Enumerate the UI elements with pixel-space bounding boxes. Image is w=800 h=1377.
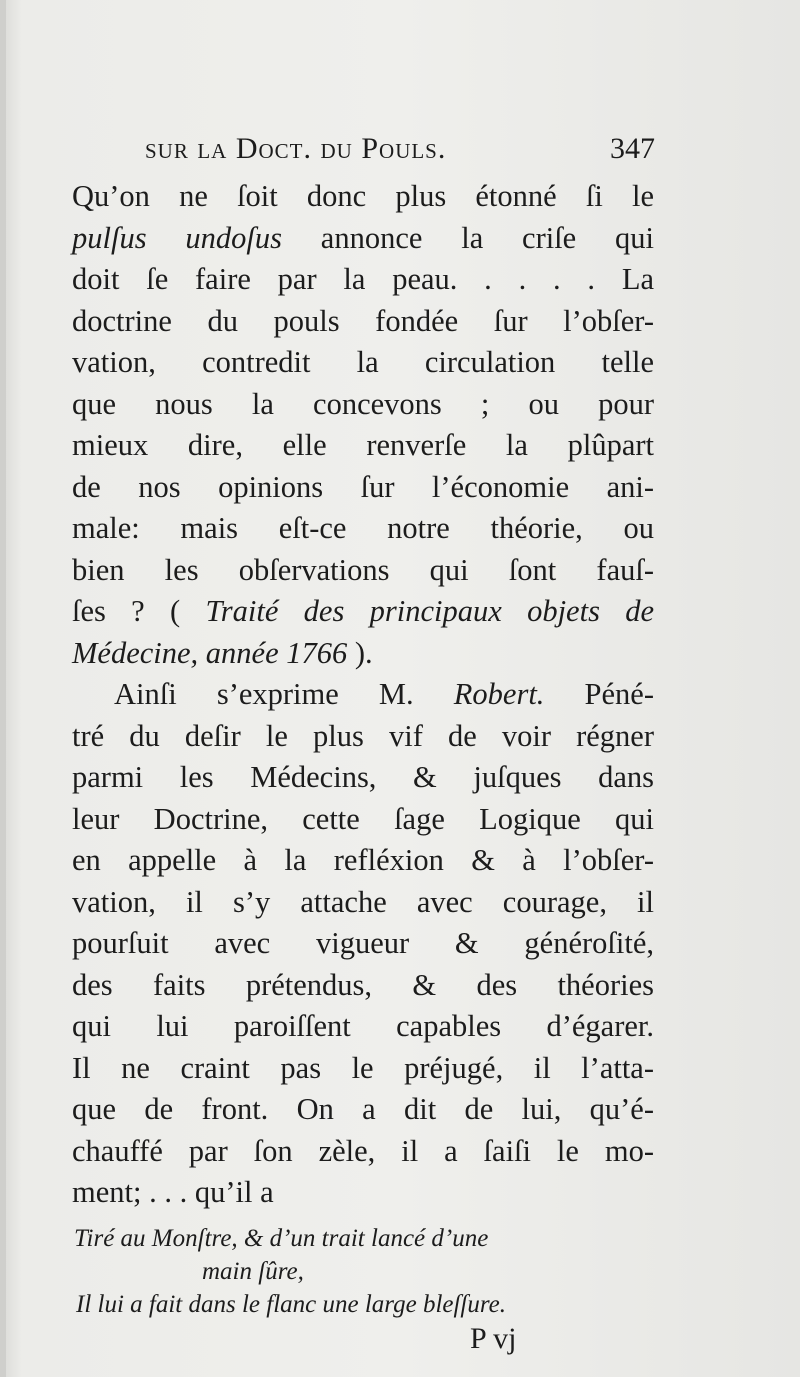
page-number: 347 <box>610 132 655 165</box>
text-line: parmi les Médecins, & juſques dans <box>72 760 654 794</box>
text-line: qui lui paroiſſent capables d’égarer. <box>72 1009 654 1043</box>
signature-mark: P vj <box>470 1322 517 1355</box>
page-gutter <box>0 0 6 1377</box>
citation-italic: Traité des principaux objets de <box>205 594 655 628</box>
text-line: en appelle à la refléxion & à l’obſer- <box>72 843 654 877</box>
verse-line: Il lui a fait dans le flanc une large bleſſure. <box>76 1291 507 1318</box>
text-line: mieux dire, elle renverſe la plûpart <box>72 428 654 462</box>
text-line: tré du deſir le plus vif de voir régner <box>72 718 654 753</box>
text-line: Qu’on ne ſoit donc plus étonné ſi le <box>72 179 654 213</box>
text-line: chauffé par ſon zèle, il a ſaiſi le mo- <box>72 1133 654 1168</box>
text-line: male: mais eſt-ce notre théorie, ou <box>72 511 654 545</box>
text-line: ment; . . . qu’il a <box>72 1175 274 1209</box>
latin-term: pulſus undoſus <box>72 220 282 255</box>
text-line: pourſuit avec vigueur & généroſité, <box>72 926 654 960</box>
author-name: Robert. <box>453 677 545 711</box>
text-line: doit ſe faire par la peau. . . . . La <box>72 262 654 296</box>
text-line: ſes ? ( Traité des principaux objets de <box>72 594 655 628</box>
text-line: leur Doctrine, cette ſage Logique qui <box>72 801 654 836</box>
text-line: de nos opinions ſur l’économie ani- <box>72 469 654 504</box>
text-line: bien les obſervations qui ſont fauſ- <box>72 552 654 587</box>
page-header <box>70 132 655 172</box>
verse-line: main ſûre, <box>202 1258 304 1285</box>
text-line: Médecine, année 1766 ). <box>72 635 373 670</box>
text-line: doctrine du pouls fondée ſur l’obſer- <box>72 303 654 338</box>
text-line: que de front. On a dit de lui, qu’é- <box>72 1092 654 1126</box>
text-line: Il ne craint pas le préjugé, il l’atta- <box>72 1050 654 1085</box>
text-line: vation, contredit la circulation telle <box>72 345 654 379</box>
text-line: des faits prétendus, & des théories <box>72 967 654 1002</box>
running-title: sur la Doct. du Pouls. <box>145 132 447 165</box>
text-line: vation, il s’y attache avec courage, il <box>72 884 654 919</box>
verse-quote <box>74 1222 654 1321</box>
text-line: pulſus undoſus annonce la criſe qui <box>72 220 655 255</box>
verse-line: Tiré au Monſtre, & d’un trait lancé d’une <box>74 1225 489 1252</box>
text-line: Ainſi s’exprime M. Robert. Péné- <box>114 677 654 711</box>
text-line: que nous la concevons ; ou pour <box>72 386 654 421</box>
citation-italic: Médecine, année 1766 <box>72 635 348 670</box>
body-text <box>72 176 654 1214</box>
